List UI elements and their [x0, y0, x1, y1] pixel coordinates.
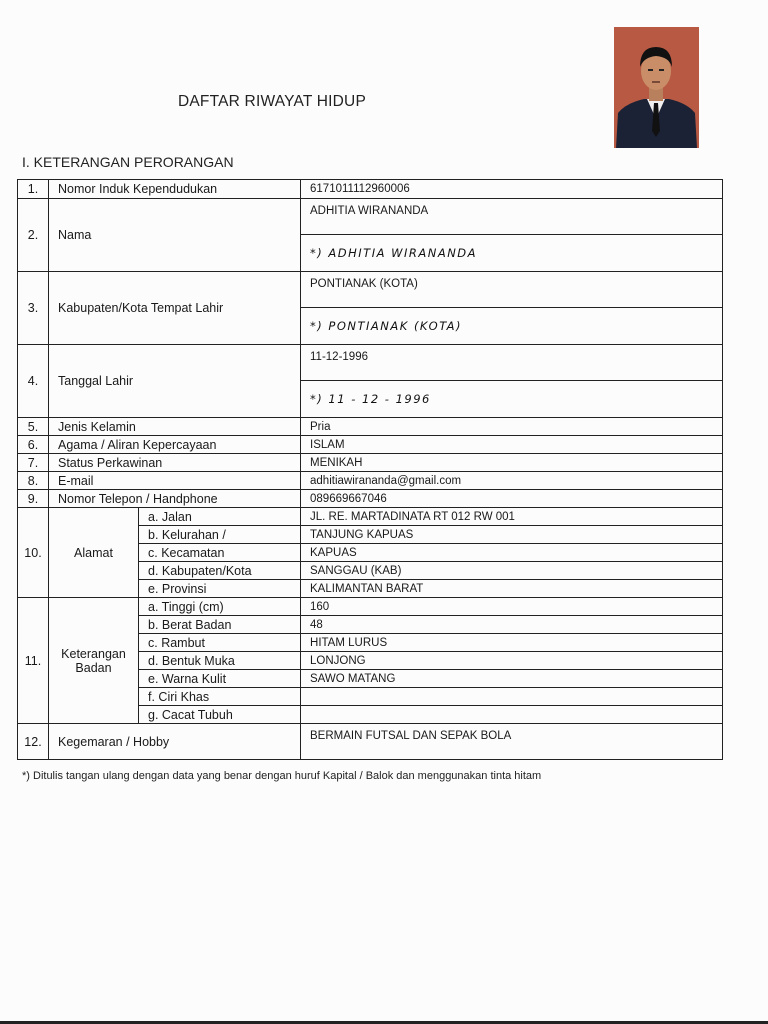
row-value: SANGGAU (KAB) [301, 562, 723, 580]
table-row [18, 199, 723, 235]
sub-label: c. Rambut [139, 634, 301, 652]
sub-label: f. Ciri Khas [139, 688, 301, 706]
sub-label: d. Kabupaten/Kota [139, 562, 301, 580]
row-value: HITAM LURUS [301, 634, 723, 652]
row-value: 089669667046 [301, 490, 723, 508]
row-number: 3. [18, 272, 49, 345]
row-number: 6. [18, 436, 49, 454]
row-value: adhitiawiranandа@gmail.com [301, 472, 723, 490]
table-row [18, 180, 723, 199]
row-label: Kegemaran / Hobby [49, 724, 301, 760]
sub-label: d. Bentuk Muka [139, 652, 301, 670]
table-row [18, 508, 723, 526]
row-label: Nama [49, 199, 301, 272]
row-label: Status Perkawinan [49, 454, 301, 472]
row-value [301, 688, 723, 706]
row-value: JL. RE. MARTADINATA RT 012 RW 001 [301, 508, 723, 526]
profile-photo [614, 27, 699, 148]
row-value: KAPUAS [301, 544, 723, 562]
table-row [18, 272, 723, 308]
row-label: Alamat [49, 508, 139, 598]
row-number: 2. [18, 199, 49, 272]
row-value: BERMAIN FUTSAL DAN SEPAK BOLA [301, 724, 723, 760]
row-value: 11-12-1996 [301, 345, 723, 381]
row-value [301, 706, 723, 724]
sub-label: c. Kecamatan [139, 544, 301, 562]
handwritten-value: *) 11 - 12 - 1996 [301, 381, 723, 418]
row-value: MENIKAH [301, 454, 723, 472]
table-row [18, 345, 723, 381]
table-row [18, 598, 723, 616]
row-label: Nomor Induk Kependudukan [49, 180, 301, 199]
footnote: *) Ditulis tangan ulang dengan data yang benar dengan huruf Kapital / Balok dan menggunakan tinta hitam [22, 770, 542, 782]
document-title: DAFTAR RIWAYAT HIDUP [178, 93, 366, 110]
personal-info-table [17, 179, 723, 760]
table-row [18, 472, 723, 490]
sub-label: a. Tinggi (cm) [139, 598, 301, 616]
row-value: 48 [301, 616, 723, 634]
row-number: 11. [18, 598, 49, 724]
row-label: Nomor Telepon / Handphone [49, 490, 301, 508]
sub-label: e. Warna Kulit [139, 670, 301, 688]
sub-label: g. Cacat Tubuh [139, 706, 301, 724]
row-label: Agama / Aliran Kepercayaan [49, 436, 301, 454]
row-value: ADHITIA WIRANANDA [301, 199, 723, 235]
sub-label: e. Provinsi [139, 580, 301, 598]
handwritten-value: *) PONTIANAK (KOTA) [301, 308, 723, 345]
table-row [18, 490, 723, 508]
row-value: LONJONG [301, 652, 723, 670]
row-label: Keterangan Badan [49, 598, 139, 724]
row-number: 8. [18, 472, 49, 490]
row-value: ISLAM [301, 436, 723, 454]
row-number: 9. [18, 490, 49, 508]
section-heading: I. KETERANGAN PERORANGAN [22, 154, 234, 170]
table-row [18, 454, 723, 472]
sub-label: b. Berat Badan [139, 616, 301, 634]
row-value: 160 [301, 598, 723, 616]
sub-label: a. Jalan [139, 508, 301, 526]
row-label: E-mail [49, 472, 301, 490]
row-value: KALIMANTAN BARAT [301, 580, 723, 598]
row-number: 5. [18, 418, 49, 436]
row-number: 10. [18, 508, 49, 598]
row-label: Tanggal Lahir [49, 345, 301, 418]
row-number: 4. [18, 345, 49, 418]
row-value: 6171011112960006 [301, 180, 723, 199]
row-value: TANJUNG KAPUAS [301, 526, 723, 544]
row-value: Pria [301, 418, 723, 436]
handwritten-value: *) ADHITIA WIRANANDA [301, 235, 723, 272]
row-number: 12. [18, 724, 49, 760]
table-row [18, 436, 723, 454]
table-row [18, 724, 723, 760]
row-number: 1. [18, 180, 49, 199]
sub-label: b. Kelurahan / [139, 526, 301, 544]
row-value: PONTIANAK (KOTA) [301, 272, 723, 308]
table-row [18, 418, 723, 436]
row-label: Kabupaten/Kota Tempat Lahir [49, 272, 301, 345]
row-label: Jenis Kelamin [49, 418, 301, 436]
row-value: SAWO MATANG [301, 670, 723, 688]
row-number: 7. [18, 454, 49, 472]
